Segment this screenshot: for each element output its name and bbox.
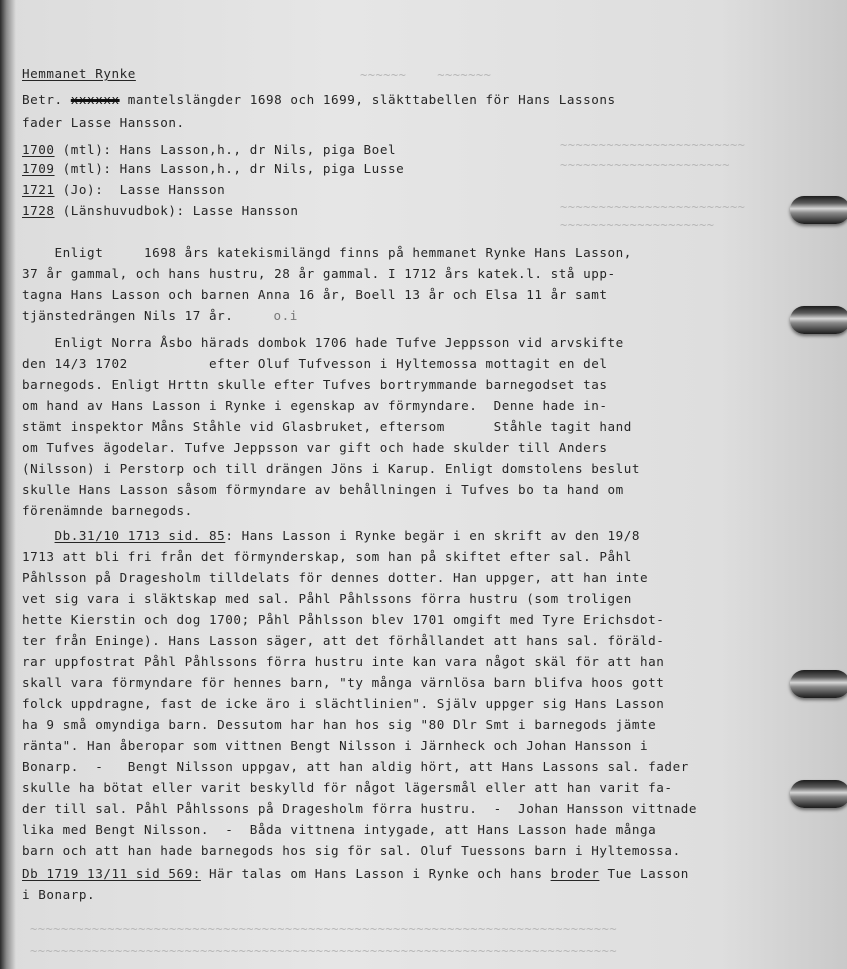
binder-ring-icon bbox=[790, 670, 847, 698]
intro-line-1: Betr. xxxxxx mantelslängder 1698 och 1699, släkttabellen för Hans Lassons bbox=[22, 92, 616, 107]
para3-line: ha 9 små omyndiga barn. Dessutom har han hos sig "80 Dlr Smt i barnegods jämte bbox=[22, 717, 657, 732]
document-page: ~~~~~~ ~~~~~~~ ~~~~~~~~~~~~~~~~~~~~~~~~ ~~~~~~~~~~~~~~~~~~~~~~ ~~~~~~~~~~~~~~~~~~~~~~~~ ~~~~~~~~~~~~~~~~~~~~ ~~~~~~~~~~~~~~~~~~~~~~~~~~~~~~~~~~~~~~~~~~~~~~~~~~~~~~~~~~~~~~~~~~~~~~~~~~~~ ~~~~~~~~~~~~~~~~~~~~~~~~~~~~~~~~~~~~~~~~~~~~~~~~~~~~~~~~~~~~~~~~~~~~~~~~~~~~ Hemmanet Rynke Betr. xxxxxx mantelslängder 1698 och 1699, släkttabellen för Hans Lassons fader Lasse Hansson. 1700 (mtl): Hans Lasson,h., dr Nils, piga Boel 1709 (mtl): Hans Lasson,h., dr Nils, piga Lusse 1721 (Jo): Lasse Hansson 1728 (Länshuvudbok): Lasse Hansson Enligt 1698 års katekismilängd finns på hemmanet Rynke Hans Lasson, 37 år gammal, och hans hustru, 28 år gammal. I 1712 års katek.l. stå upp- tagna Hans Lasson och barnen Anna 16 år, Boell 13 år och Elsa 11 år samt tjänstedrängen Nils 17 år. o.i Enligt Norra Åsbo härads dombok 1706 hade Tufve Jeppsson vid arvskifte den 14/3 1702 efter Oluf Tufvesson i Hyltemossa mottagit en del barnegods. Enligt Hrttn skulle efter Tufves bortrymmande barnegodset tas om hand av Hans Lasson i Rynke i egenskap av förmyndare. Denne hade in- stämt inspektor Måns Ståhle vid Glasbruket, eftersom Ståhle tagit hand om Tufves ägodelar. Tufve Jeppsson var gift och hade skulder till Anders (Nilsson) i Perstorp och till drängen Jöns i Karup. Enligt domstolens beslut skulle Hans Lasson såsom förmyndare av behållningen i Tufves bo ta hand om förenämnde barnegods. Db.31/10 1713 sid. 85: Hans Lasson i Rynke begär i en skrift av den 19/8 1713 att bli fri från det förmynderskap, som han på skiftet efter sal. Påhl Påhlsson på Dragesholm tilldelats för dennes dotter. Han uppger, att han inte vet sig vara i släktskap med sal. Påhl Påhlssons förra hustru (som troligen hette Kierstin och dog 1700; Påhl Påhlsson blev 1701 omgift med Tyre Erichsdot- ter från Eninge). Hans Lasson säger, att det förhållandet att hans sal. föräld- rar uppfostrat Påhl Påhlssons förra hustru inte kan vara något skäl för att han skall vara förmyndare för hennes barn, "ty många värnlösa barn blifva hoos gott folck uppdragne, fast de icke äro i slächtlinien". Själv uppger sig Hans Lasson ha 9 små omyndiga barn. Dessutom har han hos sig "80 Dlr Smt i barnegods jämte ränta". Han åberopar som vittnen Bengt Nilsson i Järnheck och Johan Hansson i Bonarp. - Bengt Nilsson uppgav, att han aldig hört, att Hans Lassons sal. fader skulle ha bötat eller varit beskylld för något lägersmål eller att han varit fa- der till sal. Påhl Påhlssons på Dragesholm förra hustru. - Johan Hansson vittnade lika med Bengt Nilsson. - Båda vittnena intygade, att Hans Lasson hade många barn och att han hade barnegods hos sig för sal. Oluf Tuessons barn i Hyltemossa. Db 1719 13/11 sid 569: Här talas om Hans Lasson i Rynke och hans broder Tue Lasson i Bonarp. bbox=[0, 0, 847, 969]
page-edge-shadow bbox=[0, 0, 16, 969]
para3-line: Bonarp. - Bengt Nilsson uppgav, att han aldig hört, att Hans Lassons sal. fader bbox=[22, 759, 689, 774]
para1-line: Enligt 1698 års katekismilängd finns på hemmanet Rynke Hans Lasson, bbox=[22, 245, 632, 260]
para2-line: förenämnde barnegods. bbox=[22, 503, 193, 518]
binder-ring-icon bbox=[790, 306, 847, 334]
para3-line: Påhlsson på Dragesholm tilldelats för dennes dotter. Han uppger, att han inte bbox=[22, 570, 649, 585]
para2-line: stämt inspektor Måns Ståhle vid Glasbruket, eftersom Ståhle tagit hand bbox=[22, 419, 632, 434]
para2-line: skulle Hans Lasson såsom förmyndare av behållningen i Tufves bo ta hand om bbox=[22, 482, 624, 497]
para3-line: skulle ha bötat eller varit beskylld för något lägersmål eller att han varit fa- bbox=[22, 780, 673, 795]
para4-line: i Bonarp. bbox=[22, 887, 96, 902]
para2-line: Enligt Norra Åsbo härads dombok 1706 hade Tufve Jeppsson vid arvskifte bbox=[22, 335, 624, 350]
para3-line: hette Kierstin och dog 1700; Påhl Påhlsson blev 1701 omgift med Tyre Erichsdot- bbox=[22, 612, 665, 627]
margin-note: o.i bbox=[273, 308, 298, 323]
para4-line: Db 1719 13/11 sid 569: Här talas om Hans Lasson i Rynke och hans broder Tue Lasson bbox=[22, 866, 689, 881]
para2-line: om hand av Hans Lasson i Rynke i egenskap av förmyndare. Denne hade in- bbox=[22, 398, 608, 413]
binder-ring-icon bbox=[790, 196, 847, 224]
record-row: 1700 (mtl): Hans Lasson,h., dr Nils, piga Boel bbox=[22, 142, 397, 157]
para3-line: rar uppfostrat Påhl Påhlssons förra hustru inte kan vara något skäl för att han bbox=[22, 654, 665, 669]
para3-line: barn och att han hade barnegods hos sig för sal. Oluf Tuessons barn i Hyltemossa. bbox=[22, 843, 681, 858]
para3-line: der till sal. Påhl Påhlssons på Dragesholm förra hustru. - Johan Hansson vittnade bbox=[22, 801, 697, 816]
intro-line-2: fader Lasse Hansson. bbox=[22, 115, 185, 130]
para3-line: lika med Bengt Nilsson. - Båda vittnena intygade, att Hans Lasson hade många bbox=[22, 822, 657, 837]
document-heading: Hemmanet Rynke bbox=[22, 66, 136, 81]
para3-line: vet sig vara i släktskap med sal. Påhl Påhlssons förra hustru (som troligen bbox=[22, 591, 632, 606]
para2-line: barnegods. Enligt Hrttn skulle efter Tufves bortrymmande barnegodset tas bbox=[22, 377, 608, 392]
para2-line: (Nilsson) i Perstorp och till drängen Jöns i Karup. Enligt domstolens beslut bbox=[22, 461, 641, 476]
court-record-ref: Db 1719 13/11 sid 569: bbox=[22, 866, 201, 881]
record-row: 1709 (mtl): Hans Lasson,h., dr Nils, piga Lusse bbox=[22, 161, 405, 176]
para2-line: den 14/3 1702 efter Oluf Tufvesson i Hyltemossa mottagit en del bbox=[22, 356, 608, 371]
para3-line: skall vara förmyndare för hennes barn, "ty många värnlösa barn blifva hoos gott bbox=[22, 675, 665, 690]
record-row: 1721 (Jo): Lasse Hansson bbox=[22, 182, 226, 197]
para1-line: tjänstedrängen Nils 17 år. o.i bbox=[22, 308, 298, 323]
record-row: 1728 (Länshuvudbok): Lasse Hansson bbox=[22, 203, 299, 218]
para1-line: tagna Hans Lasson och barnen Anna 16 år, Boell 13 år och Elsa 11 år samt bbox=[22, 287, 608, 302]
para3-line: ränta". Han åberopar som vittnen Bengt Nilsson i Järnheck och Johan Hansson i bbox=[22, 738, 649, 753]
para3-line: 1713 att bli fri från det förmynderskap, som han på skiftet efter sal. Påhl bbox=[22, 549, 632, 564]
court-record-ref: Db.31/10 1713 sid. 85 bbox=[54, 528, 226, 543]
para3-line: ter från Eninge). Hans Lasson säger, att det förhållandet att hans sal. föräld- bbox=[22, 633, 665, 648]
para1-line: 37 år gammal, och hans hustru, 28 år gammal. I 1712 års katek.l. stå upp- bbox=[22, 266, 616, 281]
para3-line: folck uppdragne, fast de icke äro i slächtlinien". Själv uppger sig Hans Lasson bbox=[22, 696, 665, 711]
para3-line: Db.31/10 1713 sid. 85: Hans Lasson i Rynke begär i en skrift av den 19/8 bbox=[54, 528, 641, 543]
para2-line: om Tufves ägodelar. Tufve Jeppsson var gift och hade skulder till Anders bbox=[22, 440, 608, 455]
binder-ring-icon bbox=[790, 780, 847, 808]
